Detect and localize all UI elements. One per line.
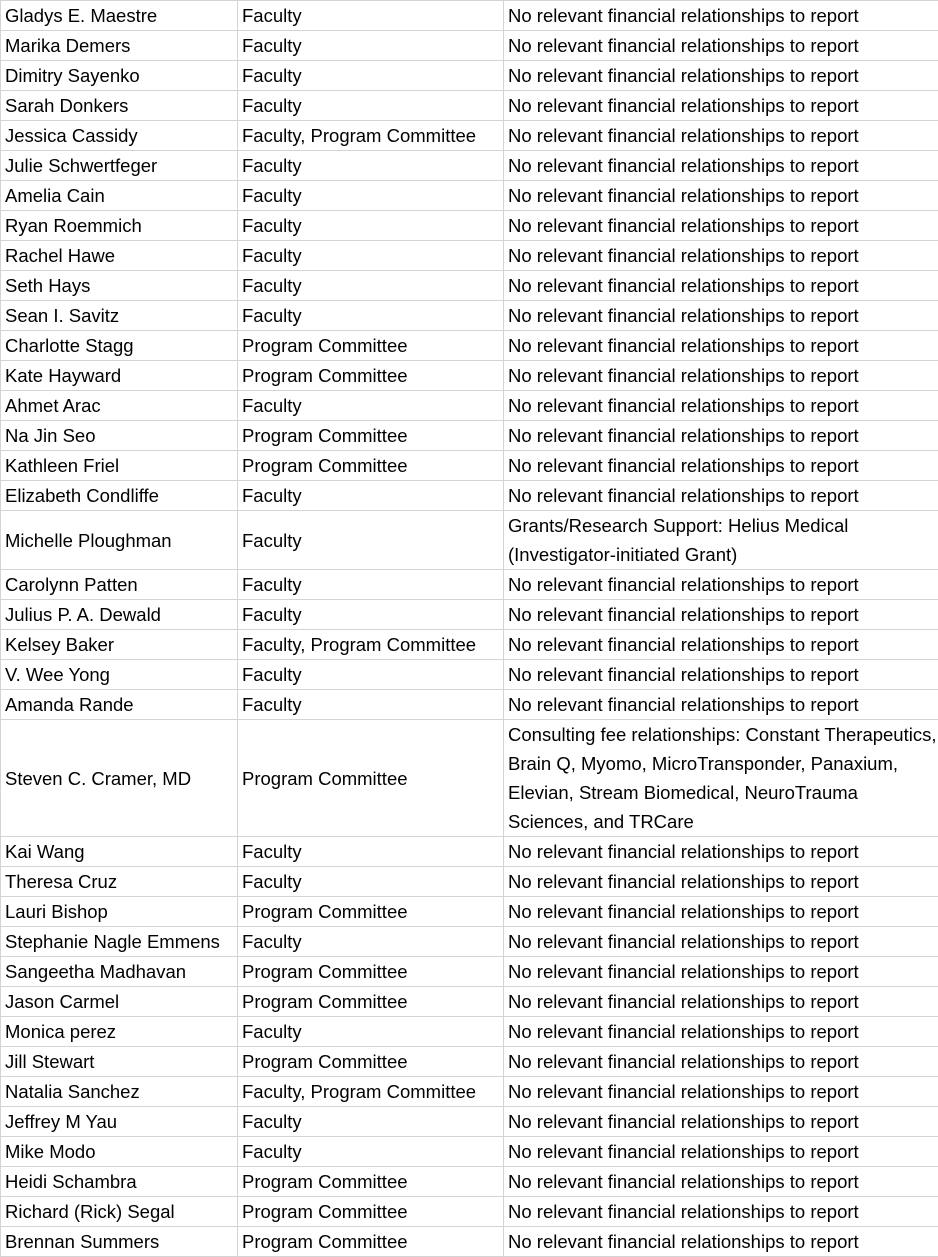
table-row [1,451,938,481]
role-cell[interactable]: Program Committee [238,720,504,837]
table-row [1,481,938,511]
disclosure-cell[interactable]: No relevant financial relationships to report [504,31,938,61]
disclosure-cell[interactable]: No relevant financial relationships to report [504,61,938,91]
name-cell[interactable]: Charlotte Stagg [1,331,238,361]
name-cell[interactable]: Kelsey Baker [1,630,238,660]
disclosure-cell[interactable]: No relevant financial relationships to report [504,481,938,511]
table-row [1,660,938,690]
disclosure-cell[interactable]: Consulting fee relationships: Constant Therapeutics, Brain Q, Myomo, MicroTransponder, Panaxium, Elevian, Stream Biomedical, NeuroTrauma Sciences, and TRCare [504,720,938,837]
role-cell[interactable]: Program Committee [238,361,504,391]
name-cell[interactable]: Jessica Cassidy [1,121,238,151]
name-cell[interactable]: V. Wee Yong [1,660,238,690]
role-cell[interactable]: Faculty [238,391,504,421]
table-row [1,1227,938,1257]
role-cell[interactable]: Faculty [238,271,504,301]
name-cell[interactable]: Jason Carmel [1,987,238,1017]
role-cell[interactable]: Faculty [238,570,504,600]
name-cell[interactable]: Lauri Bishop [1,897,238,927]
disclosure-cell[interactable]: No relevant financial relationships to report [504,867,938,897]
table-row [1,987,938,1017]
table-row [1,570,938,600]
table-row [1,837,938,867]
table-row [1,600,938,630]
name-cell[interactable]: Julius P. A. Dewald [1,600,238,630]
table-row [1,897,938,927]
disclosure-cell[interactable]: No relevant financial relationships to report [504,1077,938,1107]
disclosure-cell[interactable]: No relevant financial relationships to report [504,331,938,361]
table-row [1,630,938,660]
table-row [1,361,938,391]
disclosure-cell[interactable]: No relevant financial relationships to report [504,301,938,331]
disclosure-cell[interactable]: No relevant financial relationships to report [504,1047,938,1077]
role-cell[interactable]: Program Committee [238,1227,504,1257]
disclosure-cell[interactable]: No relevant financial relationships to report [504,1,938,31]
role-cell[interactable]: Program Committee [238,451,504,481]
table-row [1,1,938,31]
name-cell[interactable]: Julie Schwertfeger [1,151,238,181]
disclosure-cell[interactable]: No relevant financial relationships to report [504,1107,938,1137]
role-cell[interactable]: Faculty [238,211,504,241]
disclosure-cell[interactable]: No relevant financial relationships to report [504,271,938,301]
role-cell[interactable]: Faculty [238,690,504,720]
table-row [1,61,938,91]
table-row [1,181,938,211]
name-cell[interactable]: Heidi Schambra [1,1167,238,1197]
role-cell[interactable]: Faculty [238,867,504,897]
table-row [1,121,938,151]
role-cell[interactable]: Program Committee [238,421,504,451]
role-cell[interactable]: Faculty [238,481,504,511]
name-cell[interactable]: Michelle Ploughman [1,511,238,570]
table-row [1,867,938,897]
name-cell[interactable]: Sarah Donkers [1,91,238,121]
role-cell[interactable]: Faculty, Program Committee [238,1077,504,1107]
disclosure-cell[interactable]: No relevant financial relationships to report [504,421,938,451]
disclosure-cell[interactable]: Grants/Research Support: Helius Medical (Investigator-initiated Grant) [504,511,938,570]
table-row [1,271,938,301]
table-row [1,391,938,421]
role-cell[interactable]: Program Committee [238,987,504,1017]
table-row [1,211,938,241]
disclosure-cell[interactable]: No relevant financial relationships to report [504,391,938,421]
disclosure-cell[interactable]: No relevant financial relationships to report [504,570,938,600]
disclosure-cell[interactable]: No relevant financial relationships to report [504,1017,938,1047]
disclosure-cell[interactable]: No relevant financial relationships to report [504,630,938,660]
role-cell[interactable]: Program Committee [238,957,504,987]
disclosure-cell[interactable]: No relevant financial relationships to report [504,181,938,211]
table-row [1,1077,938,1107]
name-cell[interactable]: Kai Wang [1,837,238,867]
name-cell[interactable]: Steven C. Cramer, MD [1,720,238,837]
name-cell[interactable]: Sangeetha Madhavan [1,957,238,987]
disclosure-cell[interactable]: No relevant financial relationships to report [504,1227,938,1257]
table-row [1,1197,938,1227]
role-cell[interactable]: Faculty [238,1,504,31]
name-cell[interactable]: Monica perez [1,1017,238,1047]
name-cell[interactable]: Brennan Summers [1,1227,238,1257]
role-cell[interactable]: Program Committee [238,897,504,927]
name-cell[interactable]: Amelia Cain [1,181,238,211]
table-row [1,91,938,121]
disclosure-cell[interactable]: No relevant financial relationships to report [504,451,938,481]
role-cell[interactable]: Program Committee [238,1197,504,1227]
disclosure-cell[interactable]: No relevant financial relationships to report [504,837,938,867]
role-cell[interactable]: Program Committee [238,1167,504,1197]
name-cell[interactable]: Na Jin Seo [1,421,238,451]
role-cell[interactable]: Faculty [238,660,504,690]
disclosure-cell[interactable]: No relevant financial relationships to report [504,600,938,630]
name-cell[interactable]: Stephanie Nagle Emmens [1,927,238,957]
role-cell[interactable]: Faculty [238,241,504,271]
role-cell[interactable]: Program Committee [238,1047,504,1077]
name-cell[interactable]: Carolynn Patten [1,570,238,600]
table-row [1,1137,938,1167]
disclosure-cell[interactable]: No relevant financial relationships to report [504,927,938,957]
name-cell[interactable]: Jeffrey M Yau [1,1107,238,1137]
disclosure-cell[interactable]: No relevant financial relationships to report [504,987,938,1017]
role-cell[interactable]: Faculty [238,91,504,121]
table-row [1,511,938,570]
table-row [1,331,938,361]
role-cell[interactable]: Faculty [238,1107,504,1137]
table-row [1,301,938,331]
role-cell[interactable]: Faculty [238,181,504,211]
table-row [1,690,938,720]
disclosure-cell[interactable]: No relevant financial relationships to report [504,1137,938,1167]
role-cell[interactable]: Faculty [238,61,504,91]
name-cell[interactable]: Richard (Rick) Segal [1,1197,238,1227]
name-cell[interactable]: Mike Modo [1,1137,238,1167]
table-row [1,31,938,61]
table-row [1,1167,938,1197]
disclosure-cell[interactable]: No relevant financial relationships to report [504,1197,938,1227]
table-row [1,241,938,271]
disclosure-cell[interactable]: No relevant financial relationships to report [504,690,938,720]
name-cell[interactable]: Jill Stewart [1,1047,238,1077]
table-row [1,151,938,181]
disclosure-cell[interactable]: No relevant financial relationships to report [504,361,938,391]
name-cell[interactable]: Kate Hayward [1,361,238,391]
role-cell[interactable]: Faculty [238,511,504,570]
name-cell[interactable]: Gladys E. Maestre [1,1,238,31]
name-cell[interactable]: Marika Demers [1,31,238,61]
role-cell[interactable]: Faculty [238,151,504,181]
name-cell[interactable]: Rachel Hawe [1,241,238,271]
role-cell[interactable]: Faculty [238,1137,504,1167]
role-cell[interactable]: Faculty [238,1017,504,1047]
name-cell[interactable]: Elizabeth Condliffe [1,481,238,511]
disclosure-cell[interactable]: No relevant financial relationships to report [504,241,938,271]
disclosure-cell[interactable]: No relevant financial relationships to report [504,121,938,151]
name-cell[interactable]: Theresa Cruz [1,867,238,897]
table-row [1,421,938,451]
disclosure-cell[interactable]: No relevant financial relationships to report [504,151,938,181]
name-cell[interactable]: Ahmet Arac [1,391,238,421]
name-cell[interactable]: Ryan Roemmich [1,211,238,241]
table-row [1,1017,938,1047]
role-cell[interactable]: Faculty [238,927,504,957]
table-row [1,720,938,837]
name-cell[interactable]: Sean I. Savitz [1,301,238,331]
role-cell[interactable]: Faculty [238,837,504,867]
role-cell[interactable]: Faculty, Program Committee [238,121,504,151]
table-row [1,1107,938,1137]
table-row [1,927,938,957]
disclosure-cell[interactable]: No relevant financial relationships to report [504,897,938,927]
role-cell[interactable]: Faculty, Program Committee [238,630,504,660]
name-cell[interactable]: Seth Hays [1,271,238,301]
disclosure-cell[interactable]: No relevant financial relationships to report [504,957,938,987]
role-cell[interactable]: Faculty [238,301,504,331]
disclosure-cell[interactable]: No relevant financial relationships to report [504,91,938,121]
role-cell[interactable]: Program Committee [238,331,504,361]
disclosure-cell[interactable]: No relevant financial relationships to report [504,1167,938,1197]
disclosure-table-body [1,1,938,1257]
table-row [1,957,938,987]
role-cell[interactable]: Faculty [238,600,504,630]
disclosure-cell[interactable]: No relevant financial relationships to report [504,211,938,241]
disclosure-cell[interactable]: No relevant financial relationships to report [504,660,938,690]
name-cell[interactable]: Amanda Rande [1,690,238,720]
name-cell[interactable]: Dimitry Sayenko [1,61,238,91]
table-row [1,1047,938,1077]
role-cell[interactable]: Faculty [238,31,504,61]
name-cell[interactable]: Natalia Sanchez [1,1077,238,1107]
name-cell[interactable]: Kathleen Friel [1,451,238,481]
